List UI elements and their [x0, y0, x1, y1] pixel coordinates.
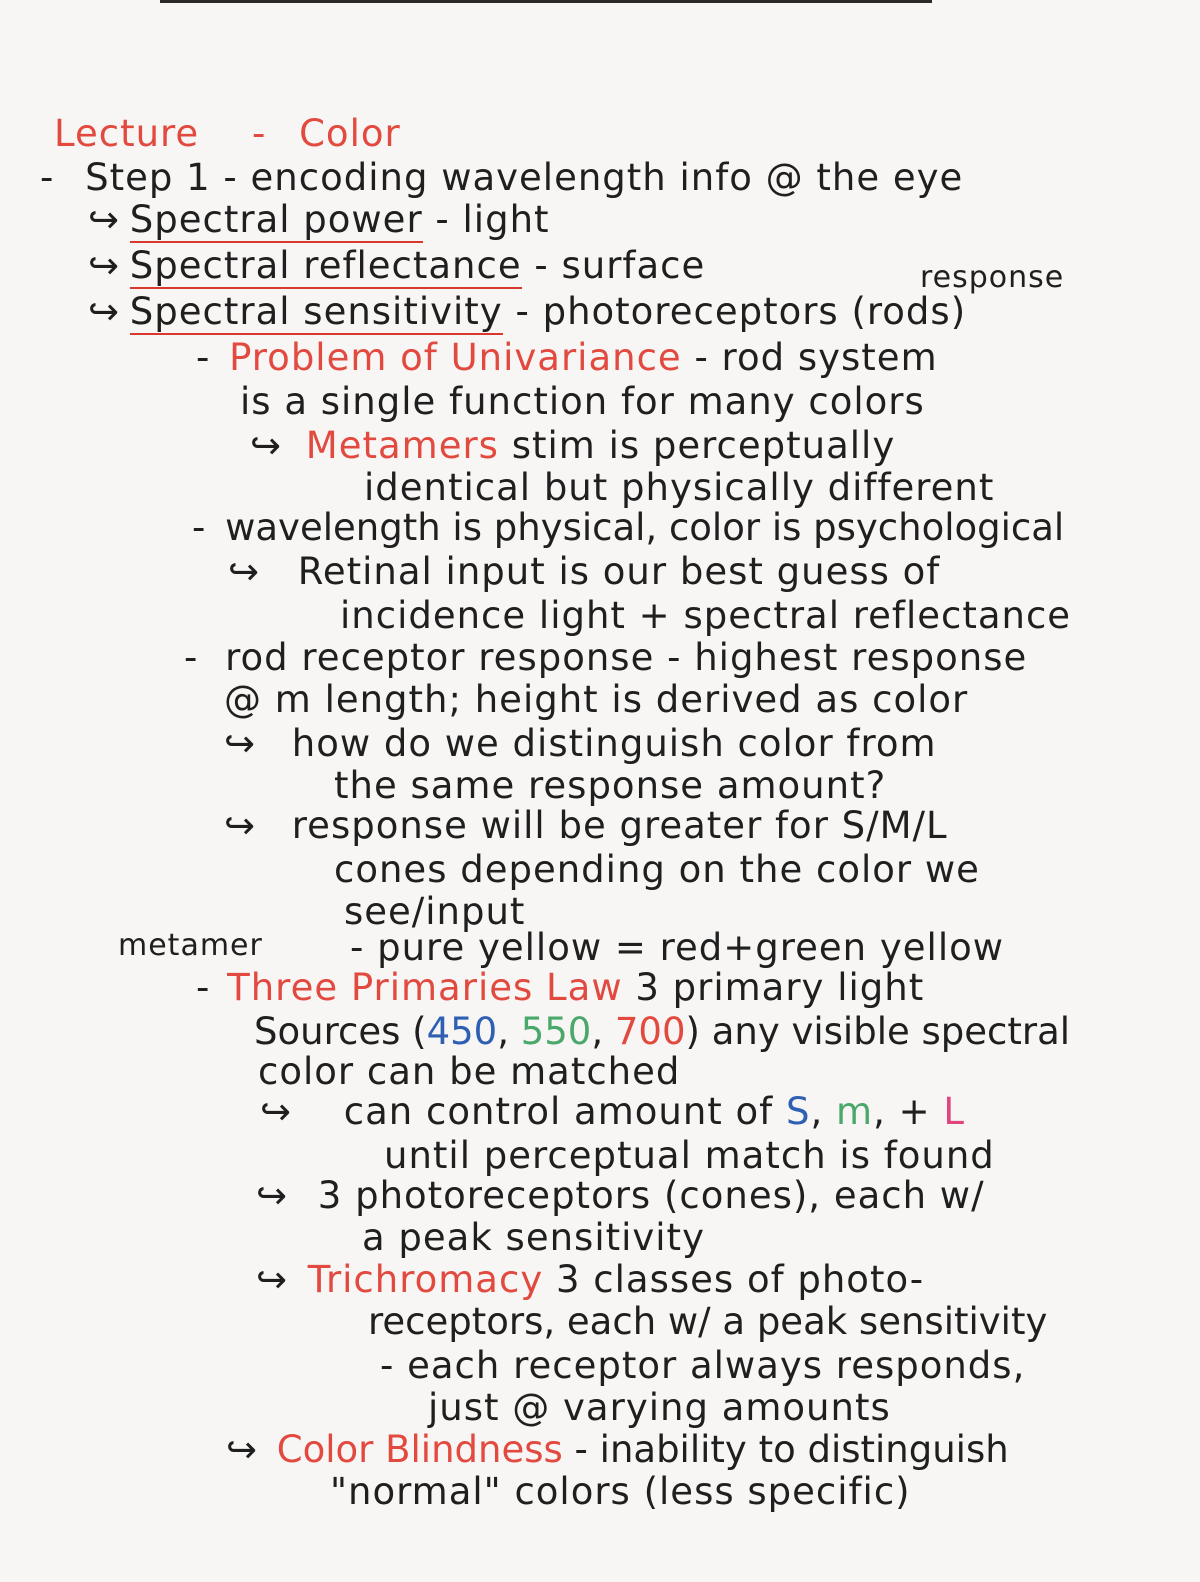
bullet-dash: - [184, 636, 199, 679]
note-line-varying-amounts: just @ varying amounts [428, 1386, 891, 1429]
term-spectral-sensitivity: Spectral sensitivity [129, 290, 503, 333]
retinal-input-text: Retinal input is our best guess of [297, 550, 941, 593]
bullet-dash: - [192, 506, 206, 549]
title-separator: - [251, 112, 267, 155]
margin-label-metamer: metamer [118, 928, 263, 963]
arrow-icon: ↪ [250, 424, 280, 467]
bullet-dash: - [196, 966, 211, 1009]
univariance-def: - rod system [681, 336, 938, 379]
sources-comma-1: , [497, 1010, 521, 1053]
three-primaries-def: 3 primary light [622, 966, 925, 1009]
lecture-title [54, 112, 401, 156]
color-blindness-def: - inability to distinguish [562, 1428, 1009, 1471]
note-line-color-blindness [226, 1428, 1009, 1472]
arrow-icon: ↪ [256, 1258, 286, 1301]
note-line-identical: identical but physically different [364, 466, 995, 509]
note-line-metamers [250, 424, 895, 468]
term-univariance: Problem of Univariance [229, 336, 682, 379]
term-three-primaries: Three Primaries Law [227, 966, 623, 1009]
metamers-def: stim is perceptually [498, 424, 896, 467]
note-line-retinal-input [228, 550, 940, 594]
note-line-same-response: the same response amount? [334, 764, 887, 807]
cone-l: L [943, 1090, 965, 1133]
arrow-icon: ↪ [88, 244, 118, 287]
note-line-trichromacy [256, 1258, 924, 1302]
photoreceptors-text: 3 photoreceptors (cones), each w/ [317, 1174, 985, 1217]
note-line-wavelength [192, 506, 1064, 550]
term-trichromacy: Trichromacy [307, 1258, 544, 1301]
note-line-peak-sensitivity: a peak sensitivity [362, 1216, 705, 1259]
note-line-pure-yellow: - pure yellow = red+green yellow [350, 926, 1005, 969]
note-line-univariance [196, 336, 938, 380]
sources-suffix: ) any visible spectral [685, 1010, 1071, 1053]
term-color-blindness: Color Blindness [276, 1428, 563, 1471]
title-lecture: Lecture [54, 112, 200, 155]
sources-comma-2: , [591, 1010, 615, 1053]
cone-sep-1: , [810, 1090, 837, 1133]
note-line-response-greater [224, 804, 948, 848]
arrow-icon: ↪ [224, 804, 254, 847]
step1-text: Step 1 - encoding wavelength info @ the eye [85, 156, 964, 199]
note-line-always-responds: - each receptor always responds, [380, 1344, 1026, 1387]
term-spectral-power: Spectral power [129, 198, 423, 241]
title-color: Color [299, 112, 401, 155]
term-metamers: Metamers [305, 424, 499, 467]
note-line-cones-depending: cones depending on the color we [334, 848, 980, 891]
term-spectral-reflectance: Spectral reflectance [129, 244, 522, 287]
response-greater-text: response will be greater for S/M/L [291, 804, 948, 847]
arrow-icon: ↪ [226, 1428, 256, 1471]
note-line-spectral-reflectance [88, 244, 705, 288]
note-line-normal-colors: "normal" colors (less specific) [330, 1470, 911, 1513]
note-line-m-length: @ m length; height is derived as color [224, 678, 969, 721]
wavelength-550: 550 [520, 1010, 592, 1053]
note-line-spectral-sensitivity [88, 290, 966, 334]
note-line-spectral-power [88, 198, 550, 242]
note-line-distinguish [224, 722, 937, 766]
wavelength-text: wavelength is physical, color is psychological [225, 506, 1065, 549]
note-line-three-primaries [196, 966, 924, 1010]
note-line-rod-receptor [184, 636, 1027, 680]
can-control-text: can control amount of [343, 1090, 786, 1133]
spectral-power-def: - light [422, 198, 550, 241]
arrow-icon: ↪ [256, 1174, 286, 1217]
note-line-single-function: is a single function for many colors [240, 380, 925, 423]
wavelength-700: 700 [614, 1010, 686, 1053]
note-line-until-match: until perceptual match is found [384, 1134, 995, 1177]
cone-m: m [836, 1090, 874, 1133]
trichromacy-def: 3 classes of photo- [543, 1258, 925, 1301]
arrow-icon: ↪ [224, 722, 254, 765]
cone-s: S [785, 1090, 811, 1133]
arrow-icon: ↪ [88, 290, 118, 333]
spectral-sensitivity-def: - photoreceptors (rods) [502, 290, 967, 333]
spectral-reflectance-def: - surface [521, 244, 706, 287]
arrow-icon: ↪ [88, 198, 118, 241]
sources-prefix: Sources ( [254, 1010, 427, 1053]
note-line-sources [254, 1010, 1070, 1054]
distinguish-text: how do we distinguish color from [291, 722, 937, 765]
top-edge-rule [160, 0, 932, 3]
rod-receptor-text: rod receptor response - highest response [225, 636, 1028, 679]
note-line-incidence: incidence light + spectral reflectance [340, 594, 1072, 637]
wavelength-450: 450 [426, 1010, 498, 1053]
note-line-step1 [40, 156, 963, 200]
note-line-can-be-matched: color can be matched [258, 1050, 681, 1093]
note-line-receptors-peak: receptors, each w/ a peak sensitivity [368, 1300, 1048, 1343]
arrow-icon: ↪ [260, 1090, 290, 1133]
note-line-see-input: see/input [344, 890, 526, 933]
arrow-icon: ↪ [228, 550, 258, 593]
note-line-can-control [260, 1090, 965, 1134]
note-line-3-photoreceptors [256, 1174, 985, 1218]
bullet-dash: - [196, 336, 211, 379]
bullet-dash: - [40, 156, 55, 199]
cone-sep-2: , + [873, 1090, 944, 1133]
annotation-response: response [920, 260, 1065, 295]
